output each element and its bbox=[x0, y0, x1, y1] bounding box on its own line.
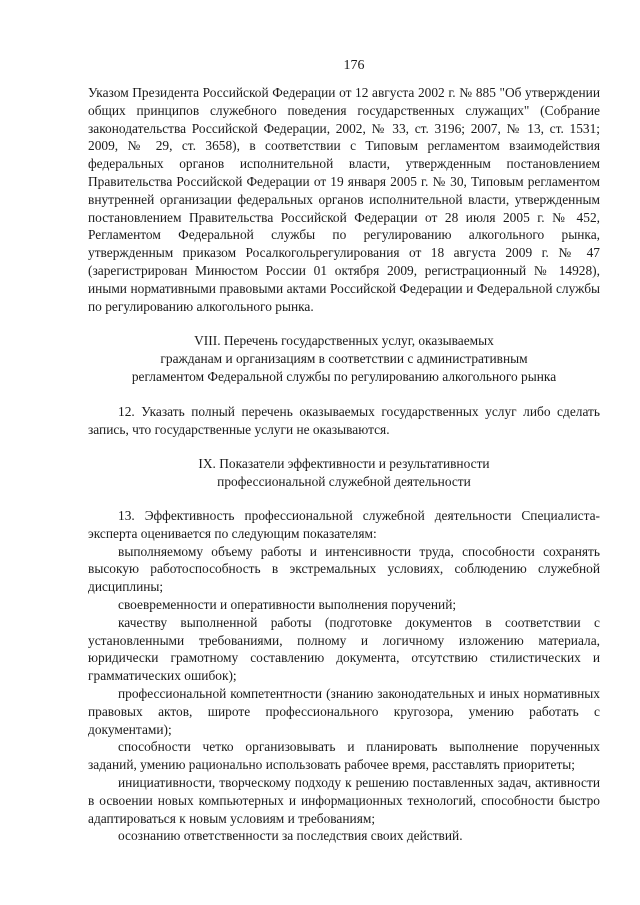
criterion-item: профессиональной компетентности (знанию законодательных и иных нормативных правовых актов, широте профессионального кругозора, умению работать с документами); bbox=[88, 685, 600, 737]
section-8-heading bbox=[88, 332, 600, 386]
page-number: 176 bbox=[343, 58, 365, 73]
criterion-item: качеству выполненной работы (подготовке документов в соответствии с установленными требованиями, полному и логичному изложению материала, юридически грамотному составлению документа, отсутствию стилистических и грамматических ошибок); bbox=[88, 614, 600, 684]
section-9-heading-line-1: IX. Показатели эффективности и результативности bbox=[198, 455, 490, 471]
criterion-item: инициативности, творческому подходу к решению поставленных задач, активности в освоении новых компьютерных и информационных технологий, способности быстро адаптироваться к новым условиям и требованиям; bbox=[88, 774, 600, 826]
section-9-heading-line-2: профессиональной служебной деятельности bbox=[217, 473, 471, 489]
criterion-item: способности четко организовывать и планировать выполнение порученных заданий, умению рационально использовать рабочее время, расставлять приоритеты; bbox=[88, 739, 600, 773]
criterion-item: своевременности и оперативности выполнения поручений; bbox=[118, 596, 457, 612]
paragraph-13: 13. Эффективность профессиональной служебной деятельности Специалиста-эксперта оценивается по следующим показателям: bbox=[88, 507, 600, 541]
criterion-item: выполняемому объему работы и интенсивности труда, способности сохранять высокую работоспособность в экстремальных условиях, соблюдению служебной дисциплины; bbox=[88, 543, 600, 595]
criteria-list bbox=[88, 543, 600, 846]
intro-paragraph: Указом Президента Российской Федерации от 12 августа 2002 г. № 885 "Об утверждении общих принципов служебного поведения государственных служащих" (Собрание законодательства Российской Федерации, 2002, № 33, ст. 3196; 2007, № 13, ст. 1531; 2009, № 29, ст. 3658), в соответствии с Типовым регламентом взаимодействия федеральных органов исполнительной власти, утвержденным постановлением Правительства Российской Федерации от 19 января 2005 г. № 30, Типовым регламентом внутренней организации федеральных органов исполнительной власти, утвержденным постановлением Правительства Российской Федерации от 28 июля 2005 г. № 452, Регламентом Федеральной службы по регулированию алкогольного рынка, утвержденным приказом Росалкогольрегулирования от 18 августа 2009 г. № 47 (зарегистрирован Минюстом России 01 октября 2009, регистрационный № 14928), иными нормативными правовыми актами Российской Федерации и Федеральной службы по регулированию алкогольного рынка. bbox=[88, 85, 600, 314]
section-8-heading-line-3: регламентом Федеральной службы по регулированию алкогольного рынка bbox=[131, 369, 557, 385]
section-8-heading-line-2: гражданам и организациям в соответствии с административным bbox=[160, 351, 528, 367]
paragraph-12: 12. Указать полный перечень оказываемых государственных услуг либо сделать запись, что государственные услуги не оказываются. bbox=[88, 404, 600, 438]
section-9-heading bbox=[88, 455, 600, 491]
document-page bbox=[88, 58, 600, 845]
criterion-item: осознанию ответственности за последствия своих действий. bbox=[118, 828, 463, 844]
section-8-heading-line-1: VIII. Перечень государственных услуг, оказываемых bbox=[194, 333, 494, 349]
